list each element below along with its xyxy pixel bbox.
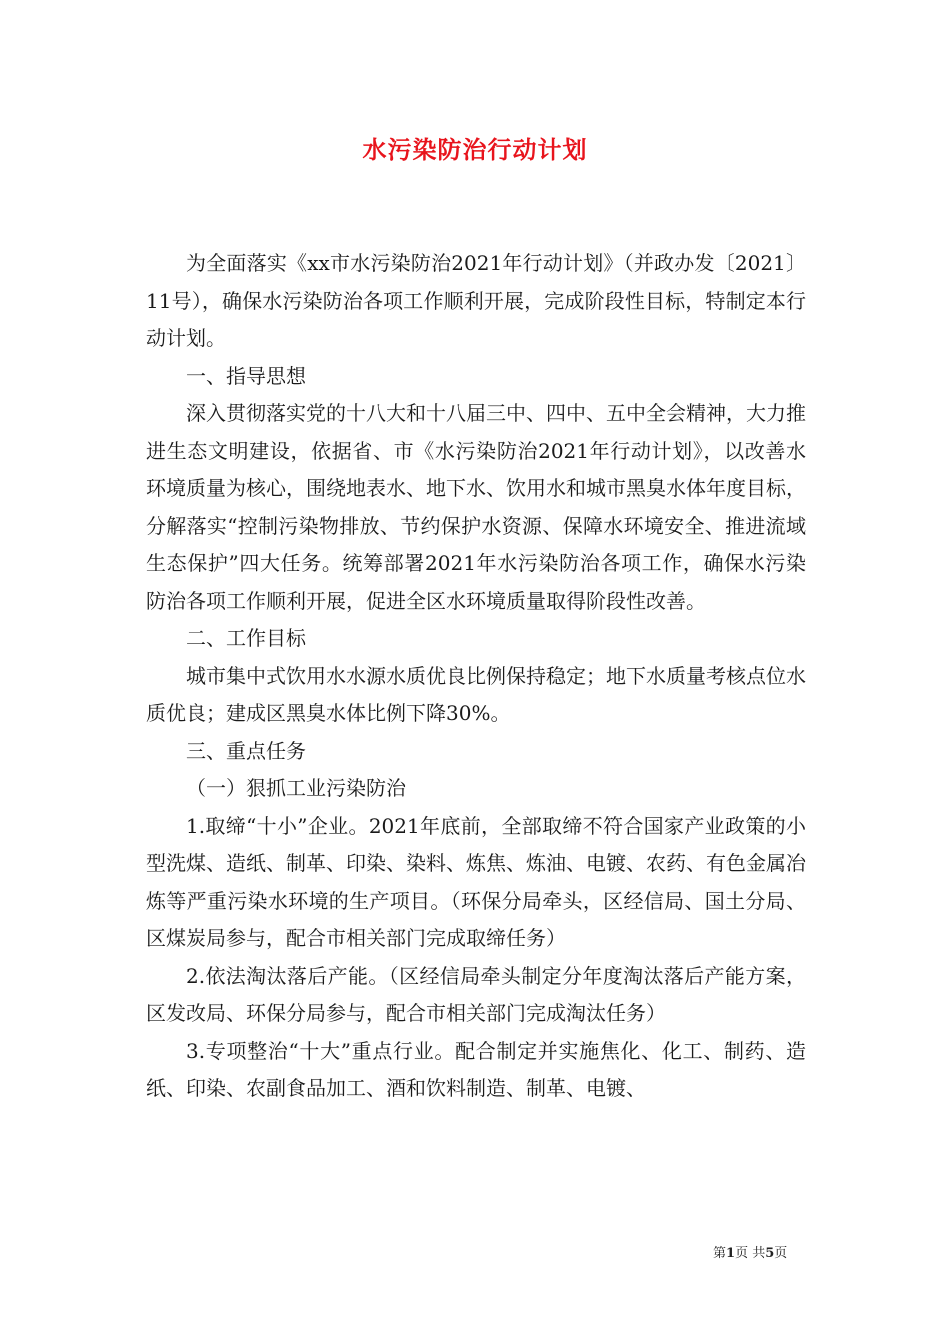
document-body [146,245,806,1108]
paragraph-work-goals: 城市集中式饮用水水源水质优良比例保持稳定；地下水质量考核点位水质优良；建成区黑臭水体比例下降30%。 [146,663,806,725]
document-title: 水污染防治行动计划 [362,135,588,164]
footer-suffix: 页 [774,1246,788,1261]
paragraph-task-2: 2.依法淘汰落后产能。（区经信局牵头制定分年度淘汰落后产能方案，区发改局、环保分局参与，配合市相关部门完成淘汰任务） [146,963,806,1025]
footer-middle: 页 共 [735,1246,766,1261]
footer-page-number: 1 [726,1246,736,1261]
subheading-industrial-pollution: （一）狠抓工业污染防治 [186,776,406,800]
heading-work-goals: 二、工作目标 [186,626,306,650]
paragraph-task-3: 3.专项整治“十大”重点行业。配合制定并实施焦化、化工、制药、造纸、印染、农副食品加工、酒和饮料制造、制革、电镀、 [146,1038,806,1100]
paragraph-task-1: 1.取缔“十小”企业。2021年底前，全部取缔不符合国家产业政策的小型洗煤、造纸、制革、印染、染料、炼焦、炼油、电镀、农药、有色金属冶炼等严重污染水环境的生产项目。（环保分局牵头，区经信局、国土分局、区煤炭局参与，配合市相关部门完成取缔任务） [146,813,806,950]
page-footer [713,1245,813,1263]
heading-guiding-ideology: 一、指导思想 [186,363,306,388]
footer-prefix: 第 [713,1246,727,1261]
paragraph-guiding-ideology: 深入贯彻落实党的十八大和十八届三中、四中、五中全会精神，大力推进生态文明建设，依据省、市《水污染防治2021年行动计划》，以改善水环境质量为核心，围绕地表水、地下水、饮用水和城市黑臭水体年度目标，分解落实“控制污染物排放、节约保护水资源、保障水环境安全、推进流域生态保护”四大任务。统筹部署2021年水污染防治各项工作，确保水污染防治各项工作顺利开展，促进全区水环境质量取得阶段性改善。 [146,401,806,613]
footer-total-pages: 5 [765,1246,775,1261]
heading-key-tasks: 三、重点任务 [186,738,306,763]
paragraph-intro: 为全面落实《xx市水污染防治2021年行动计划》（并政办发〔2021〕11号），确保水污染防治各项工作顺利开展，完成阶段性目标，特制定本行动计划。 [146,251,806,350]
